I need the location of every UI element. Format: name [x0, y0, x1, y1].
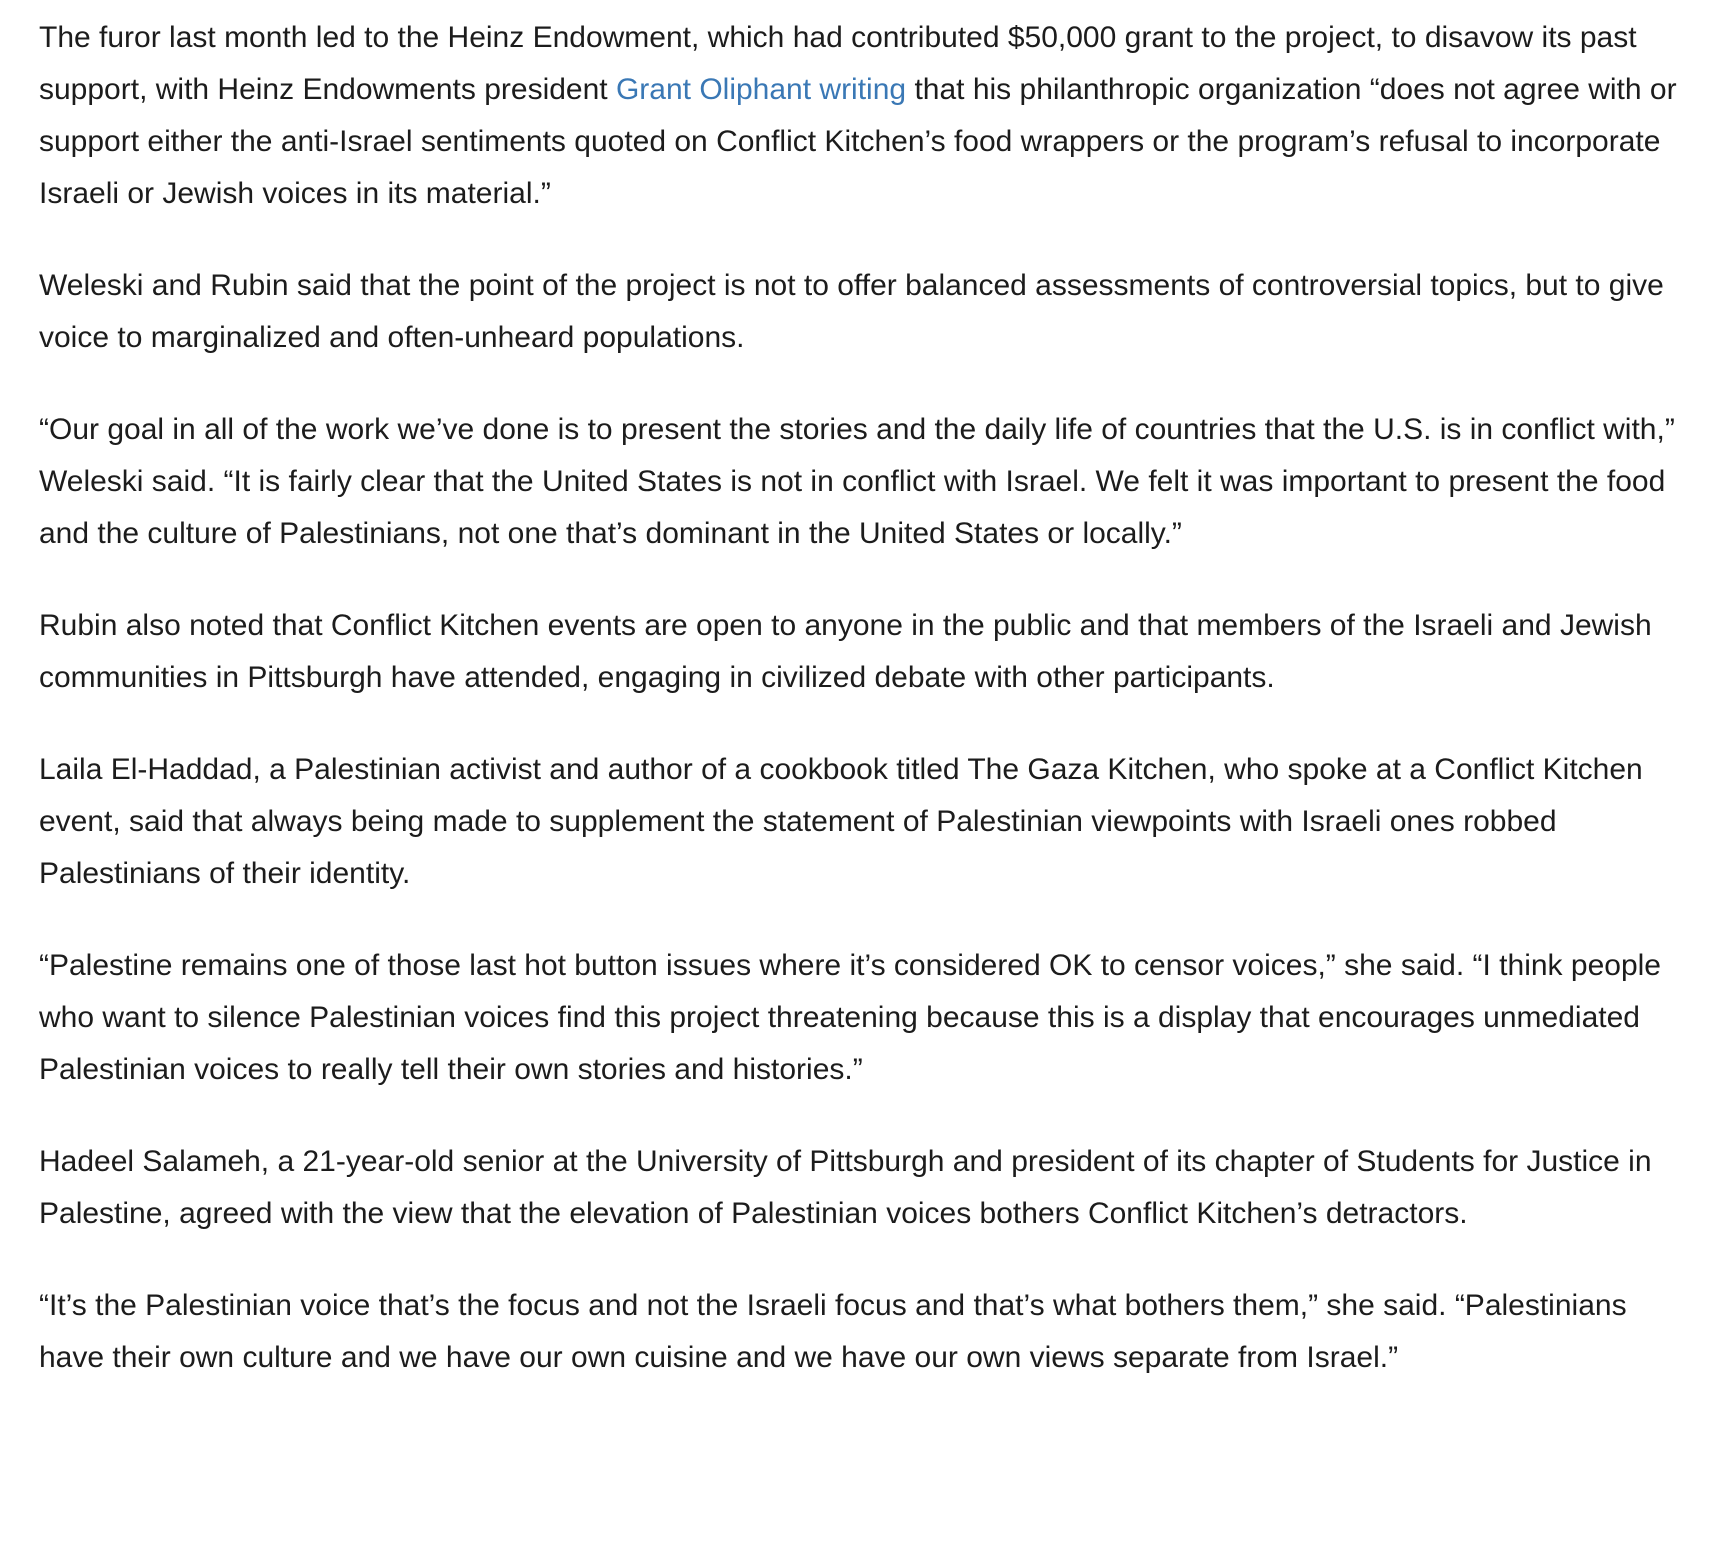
paragraph-el-haddad: Laila El-Haddad, a Palestinian activist and author of a cookbook titled The Gaza Kitchen, who spoke at a Conflict Kitchen event, said that always being made to supplement the statement of Palestinian viewpoints with Israeli ones robbed Palestinians of their identity.	[39, 753, 1643, 890]
paragraph-salameh-quote: “It’s the Palestinian voice that’s the focus and not the Israeli focus and that’s what bothers them,” she said. “Palestinians have their own culture and we have our own cuisine and we have our own views separate from Israel.”	[39, 1289, 1627, 1374]
paragraph-weleski-rubin: Weleski and Rubin said that the point of the project is not to offer balanced assessments of controversial topics, but to give voice to marginalized and often-unheard populations.	[39, 269, 1664, 354]
paragraph-salameh: Hadeel Salameh, a 21-year-old senior at the University of Pittsburgh and president of its chapter of Students for Justice in Palestine, agreed with the view that the elevation of Palestinian voices bothers Conflict Kitchen’s detractors.	[39, 1145, 1652, 1230]
grant-oliphant-link[interactable]: Grant Oliphant writing	[615, 73, 907, 106]
paragraph-rubin-events: Rubin also noted that Conflict Kitchen events are open to anyone in the public and that members of the Israeli and Jewish communities in Pittsburgh have attended, engaging in civilized debate with other participants.	[39, 609, 1652, 694]
article-body	[39, 12, 1699, 1424]
paragraph-text: The furor last month led to the Heinz Endowment, which had contributed $50,000 grant to the project, to disavow its past support, with Heinz Endowments president	[39, 21, 1637, 106]
paragraph-el-haddad-quote: “Palestine remains one of those last hot button issues where it’s considered OK to censor voices,” she said. “I think people who want to silence Palestinian voices find this project threatening because this is a display that encourages unmediated Palestinian voices to really tell their own stories and histories.”	[39, 949, 1661, 1086]
paragraph-weleski-quote: “Our goal in all of the work we’ve done is to present the stories and the daily life of countries that the U.S. is in conflict with,” Weleski said. “It is fairly clear that the United States is not in conflict with Israel. We felt it was important to present the food and the culture of Palestinians, not one that’s dominant in the United States or locally.”	[39, 413, 1675, 550]
paragraph-heinz-endowment	[39, 12, 1699, 220]
paragraph-text: that his philanthropic organization “does not agree with or support either the anti-Israel sentiments quoted on Conflict Kitchen’s food wrappers or the program’s refusal to incorporate Israeli or Jewish voices in its material.”	[39, 73, 1677, 210]
